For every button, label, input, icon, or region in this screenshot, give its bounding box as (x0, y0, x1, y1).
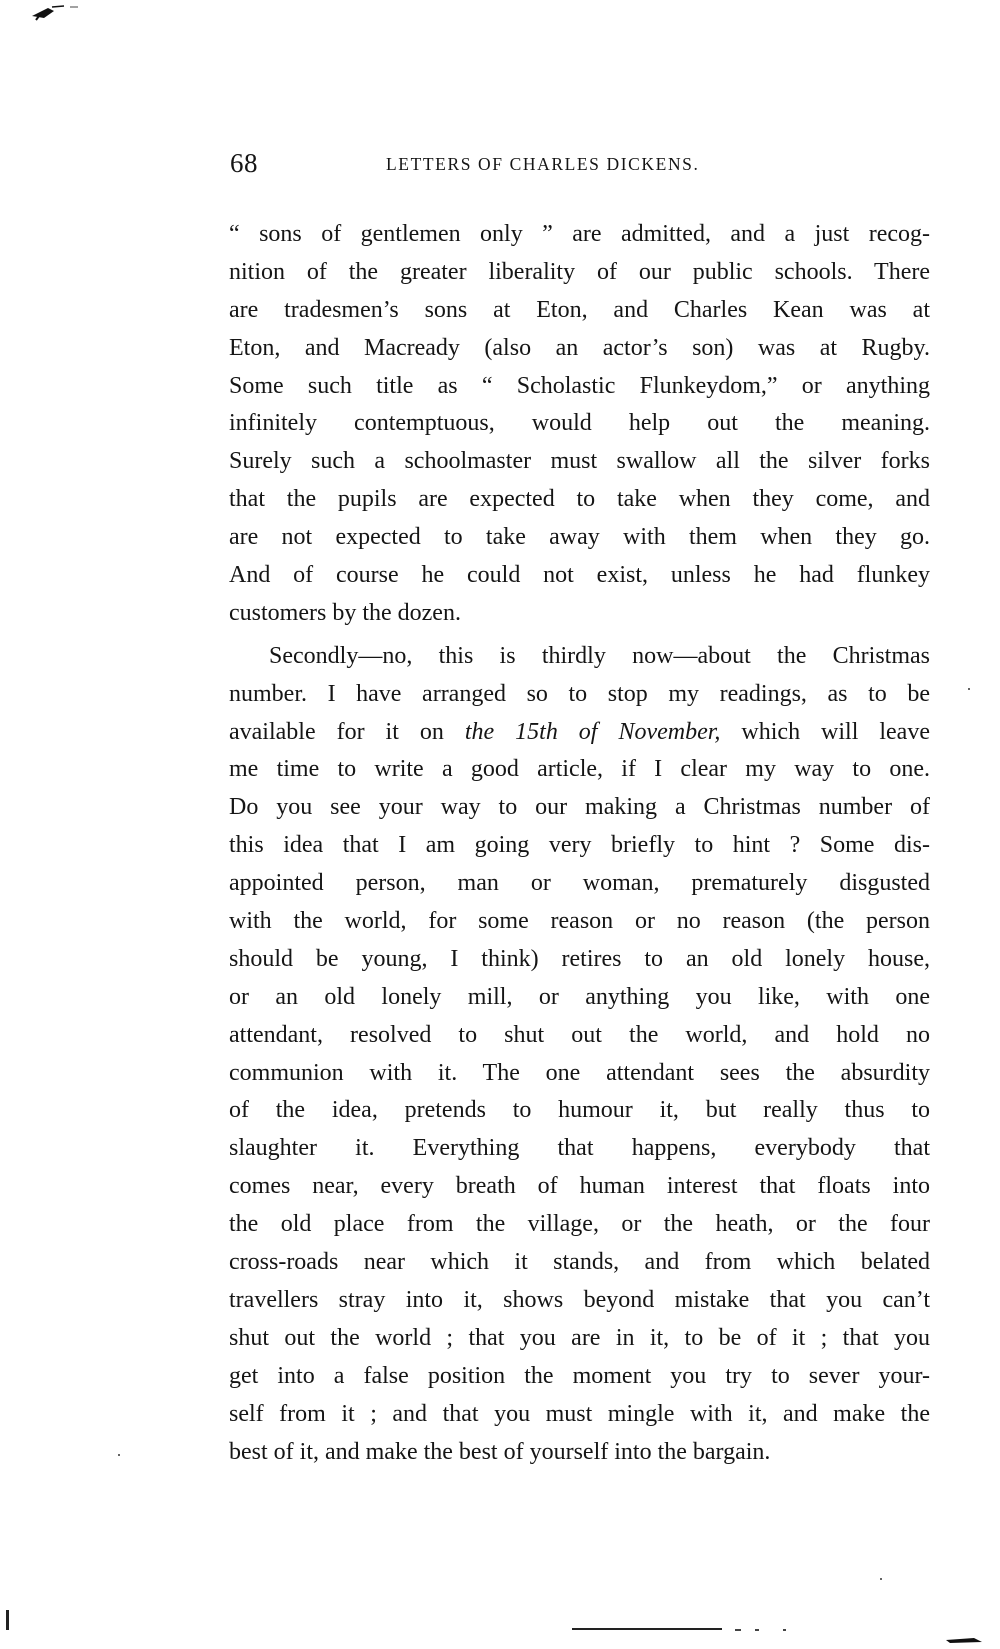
text-line: the old place from the village, or the heath, or the four (229, 1211, 930, 1238)
scan-dots (735, 1628, 815, 1632)
ink-mark-icon (944, 1634, 984, 1644)
text-line: customers by the dozen. (229, 599, 461, 626)
scan-edge-mark (6, 1610, 9, 1630)
text-line: Eton, and Macready (also an actor’s son) was at Rugby. (229, 334, 930, 361)
paragraph-2 (229, 638, 930, 1472)
page-number: 68 (230, 148, 258, 178)
text-fragment: available for it on (229, 718, 465, 745)
text-line: appointed person, man or woman, prematurely disgusted (229, 870, 930, 897)
text-line: shut out the world ; that you are in it, to be of it ; that you (229, 1324, 930, 1351)
text-line: travellers stray into it, shows beyond mistake that you can’t (229, 1286, 930, 1313)
text-line: attendant, resolved to shut out the world, and hold no (229, 1021, 930, 1048)
body-text (229, 216, 930, 1471)
text-line: with the world, for some reason or no reason (the person (229, 908, 930, 935)
text-line: are tradesmen’s sons at Eton, and Charles Kean was at (229, 296, 930, 323)
text-line: nition of the greater liberality of our public schools. There (229, 258, 930, 285)
scan-speck (118, 1454, 120, 1456)
text-line: Do you see your way to our making a Christmas number of (229, 794, 930, 821)
scan-rule-line (572, 1628, 722, 1630)
text-line: cross-roads near which it stands, and from which belated (229, 1249, 930, 1276)
running-title: LETTERS OF CHARLES DICKENS. (386, 154, 700, 174)
running-head (230, 148, 930, 188)
text-line: “ sons of gentlemen only ” are admitted, and a just recog- (229, 221, 930, 247)
text-fragment: which will leave (720, 718, 930, 745)
text-line: slaughter it. Everything that happens, everybody that (229, 1135, 930, 1162)
text-line: comes near, every breath of human interest that floats into (229, 1173, 930, 1200)
text-line: infinitely contemptuous, would help out the meaning. (229, 410, 930, 437)
text-line: me time to write a good article, if I clear my way to one. (229, 756, 930, 783)
text-line: that the pupils are expected to take when they come, and (229, 486, 930, 513)
text-line: this idea that I am going very briefly to hint ? Some dis- (229, 832, 930, 859)
text-line: number. I have arranged so to stop my readings, as to be (229, 680, 930, 707)
scan-speck (968, 688, 970, 690)
text-line: And of course he could not exist, unless he had flunkey (229, 562, 930, 589)
paragraph-1 (229, 216, 930, 633)
text-line: of the idea, pretends to humour it, but really thus to (229, 1097, 930, 1124)
italic-date: the 15th of November, (464, 718, 721, 745)
text-line: best of it, and make the best of yourself into the bargain. (229, 1438, 771, 1465)
text-line: are not expected to take away with them when they go. (229, 524, 930, 551)
text-line: get into a false position the moment you try to sever your- (229, 1362, 930, 1389)
text-line: self from it ; and that you must mingle with it, and make the (229, 1400, 930, 1427)
text-line: Surely such a schoolmaster must swallow all the silver forks (229, 448, 930, 475)
text-line: should be young, I think) retires to an old lonely house, (229, 945, 930, 972)
ink-smudge-icon (30, 2, 82, 22)
text-line-with-italic (229, 714, 930, 752)
scan-speck (880, 1578, 882, 1580)
text-line: Secondly—no, this is thirdly now—about the Christmas (269, 642, 930, 669)
text-line: or an old lonely mill, or anything you like, with one (229, 983, 930, 1010)
text-line: communion with it. The one attendant sees the absurdity (229, 1059, 930, 1086)
text-line: Some such title as “ Scholastic Flunkeydom,” or anything (229, 372, 930, 399)
